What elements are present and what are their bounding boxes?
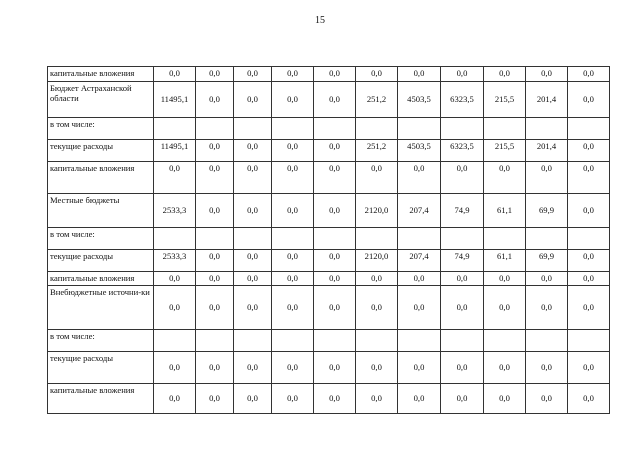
value-cell: 2533,3: [154, 250, 196, 272]
value-cell: [484, 228, 526, 250]
value-cell: [196, 330, 234, 352]
value-cell: 0,0: [196, 140, 234, 162]
value-cell: 69,9: [526, 250, 568, 272]
including-row: [48, 118, 610, 140]
value-cell: 2533,3: [154, 194, 196, 228]
value-cell: [484, 330, 526, 352]
value-cell: 0,0: [234, 67, 272, 82]
value-cell: 0,0: [568, 162, 610, 194]
value-cell: 0,0: [568, 286, 610, 330]
value-cell: [568, 228, 610, 250]
value-cell: 0,0: [398, 352, 441, 384]
including-row: [48, 330, 610, 352]
row-label: текущие расходы: [48, 352, 154, 384]
value-cell: 0,0: [196, 67, 234, 82]
row-label: капитальные вложения: [48, 272, 154, 286]
value-cell: 201,4: [526, 82, 568, 118]
value-cell: [526, 118, 568, 140]
value-cell: 2120,0: [356, 194, 398, 228]
value-cell: 0,0: [234, 250, 272, 272]
value-cell: [398, 118, 441, 140]
value-cell: 2120,0: [356, 250, 398, 272]
value-cell: 0,0: [196, 162, 234, 194]
value-cell: [154, 228, 196, 250]
value-cell: 0,0: [234, 82, 272, 118]
value-cell: 61,1: [484, 194, 526, 228]
value-cell: 0,0: [526, 286, 568, 330]
value-cell: 0,0: [441, 162, 484, 194]
value-cell: 0,0: [484, 162, 526, 194]
value-cell: 0,0: [272, 140, 314, 162]
value-cell: 0,0: [484, 384, 526, 414]
value-cell: 251,2: [356, 140, 398, 162]
value-cell: 0,0: [356, 352, 398, 384]
value-cell: 0,0: [234, 194, 272, 228]
value-cell: 0,0: [272, 384, 314, 414]
value-cell: 11495,1: [154, 82, 196, 118]
value-cell: 0,0: [484, 272, 526, 286]
value-cell: 0,0: [356, 162, 398, 194]
value-cell: 0,0: [272, 250, 314, 272]
value-cell: 0,0: [398, 384, 441, 414]
value-cell: 0,0: [314, 286, 356, 330]
value-cell: 4503,5: [398, 82, 441, 118]
value-cell: 0,0: [234, 140, 272, 162]
value-cell: 6323,5: [441, 140, 484, 162]
value-cell: 0,0: [154, 67, 196, 82]
value-cell: [526, 228, 568, 250]
value-cell: [568, 330, 610, 352]
value-cell: [356, 118, 398, 140]
value-cell: 0,0: [484, 352, 526, 384]
value-cell: 0,0: [234, 272, 272, 286]
row-label: Местные бюджеты: [48, 194, 154, 228]
value-cell: 69,9: [526, 194, 568, 228]
value-cell: [314, 330, 356, 352]
value-cell: 74,9: [441, 250, 484, 272]
value-cell: 0,0: [272, 286, 314, 330]
value-cell: 0,0: [314, 384, 356, 414]
value-cell: [398, 228, 441, 250]
value-cell: 0,0: [526, 67, 568, 82]
value-cell: 0,0: [154, 272, 196, 286]
row-label: капитальные вложения: [48, 384, 154, 414]
value-cell: 0,0: [154, 384, 196, 414]
value-cell: 0,0: [484, 286, 526, 330]
value-cell: 0,0: [398, 67, 441, 82]
value-cell: 0,0: [398, 162, 441, 194]
value-cell: [196, 228, 234, 250]
value-cell: 0,0: [568, 272, 610, 286]
page-number: 15: [315, 15, 325, 26]
value-cell: 207,4: [398, 250, 441, 272]
value-cell: 0,0: [234, 384, 272, 414]
value-cell: [441, 330, 484, 352]
value-cell: 0,0: [196, 272, 234, 286]
value-cell: 0,0: [154, 352, 196, 384]
value-cell: [234, 118, 272, 140]
value-cell: [234, 228, 272, 250]
value-cell: 0,0: [526, 162, 568, 194]
value-cell: 0,0: [314, 194, 356, 228]
value-cell: [314, 118, 356, 140]
value-cell: 0,0: [234, 162, 272, 194]
row-label: в том числе:: [48, 330, 154, 352]
value-cell: [154, 330, 196, 352]
value-cell: [314, 228, 356, 250]
value-cell: 0,0: [196, 352, 234, 384]
value-cell: 0,0: [196, 286, 234, 330]
value-cell: 0,0: [314, 67, 356, 82]
value-cell: [234, 330, 272, 352]
value-cell: 0,0: [272, 162, 314, 194]
row-label: капитальные вложения: [48, 162, 154, 194]
value-cell: 207,4: [398, 194, 441, 228]
value-cell: [272, 330, 314, 352]
value-cell: 0,0: [272, 272, 314, 286]
value-cell: 0,0: [356, 272, 398, 286]
value-cell: 0,0: [568, 384, 610, 414]
value-cell: [398, 330, 441, 352]
value-cell: 0,0: [441, 286, 484, 330]
value-cell: 0,0: [568, 82, 610, 118]
extrabudgetary-sources-row: [48, 286, 610, 330]
capital-investments-row: [48, 162, 610, 194]
value-cell: 0,0: [314, 272, 356, 286]
value-cell: 0,0: [234, 286, 272, 330]
value-cell: 0,0: [196, 82, 234, 118]
value-cell: [272, 228, 314, 250]
capital-investments-row: [48, 272, 610, 286]
row-label: в том числе:: [48, 228, 154, 250]
value-cell: [568, 118, 610, 140]
local-budgets-row: [48, 194, 610, 228]
value-cell: 0,0: [356, 384, 398, 414]
value-cell: [526, 330, 568, 352]
value-cell: 4503,5: [398, 140, 441, 162]
capital-investments-row: [48, 384, 610, 414]
current-expenses-row: [48, 140, 610, 162]
value-cell: 215,5: [484, 140, 526, 162]
table-body: [48, 67, 610, 414]
value-cell: 0,0: [568, 67, 610, 82]
value-cell: 0,0: [314, 352, 356, 384]
value-cell: [441, 228, 484, 250]
value-cell: 0,0: [484, 67, 526, 82]
capital-investments-row: [48, 67, 610, 82]
value-cell: 0,0: [314, 140, 356, 162]
value-cell: 0,0: [272, 82, 314, 118]
value-cell: [484, 118, 526, 140]
value-cell: 0,0: [196, 384, 234, 414]
value-cell: 0,0: [568, 194, 610, 228]
current-expenses-row: [48, 352, 610, 384]
value-cell: [356, 330, 398, 352]
value-cell: 0,0: [398, 272, 441, 286]
value-cell: [272, 118, 314, 140]
current-expenses-row: [48, 250, 610, 272]
value-cell: 0,0: [272, 194, 314, 228]
value-cell: 251,2: [356, 82, 398, 118]
value-cell: 0,0: [356, 286, 398, 330]
value-cell: 0,0: [196, 250, 234, 272]
astrakhan-region-budget-row: [48, 82, 610, 118]
value-cell: 0,0: [314, 82, 356, 118]
value-cell: 215,5: [484, 82, 526, 118]
row-label: Бюджет Астраханской области: [48, 82, 154, 118]
row-label: текущие расходы: [48, 140, 154, 162]
value-cell: 0,0: [441, 272, 484, 286]
value-cell: 0,0: [568, 250, 610, 272]
value-cell: 0,0: [398, 286, 441, 330]
value-cell: 0,0: [526, 352, 568, 384]
budget-table: [47, 66, 610, 414]
value-cell: 0,0: [154, 286, 196, 330]
row-label: Внебюджетные источни-ки: [48, 286, 154, 330]
value-cell: 0,0: [314, 162, 356, 194]
value-cell: 74,9: [441, 194, 484, 228]
value-cell: 0,0: [314, 250, 356, 272]
value-cell: 201,4: [526, 140, 568, 162]
value-cell: [356, 228, 398, 250]
value-cell: [196, 118, 234, 140]
including-row: [48, 228, 610, 250]
value-cell: 0,0: [568, 140, 610, 162]
value-cell: 0,0: [272, 67, 314, 82]
value-cell: 0,0: [568, 352, 610, 384]
row-label: капитальные вложения: [48, 67, 154, 82]
value-cell: 0,0: [526, 272, 568, 286]
value-cell: 0,0: [441, 67, 484, 82]
value-cell: 0,0: [272, 352, 314, 384]
value-cell: 0,0: [441, 352, 484, 384]
value-cell: 61,1: [484, 250, 526, 272]
value-cell: 0,0: [441, 384, 484, 414]
value-cell: 6323,5: [441, 82, 484, 118]
value-cell: 0,0: [526, 384, 568, 414]
row-label: в том числе:: [48, 118, 154, 140]
value-cell: 0,0: [154, 162, 196, 194]
value-cell: 11495,1: [154, 140, 196, 162]
row-label: текущие расходы: [48, 250, 154, 272]
value-cell: 0,0: [234, 352, 272, 384]
value-cell: [441, 118, 484, 140]
value-cell: 0,0: [196, 194, 234, 228]
value-cell: 0,0: [356, 67, 398, 82]
value-cell: [154, 118, 196, 140]
